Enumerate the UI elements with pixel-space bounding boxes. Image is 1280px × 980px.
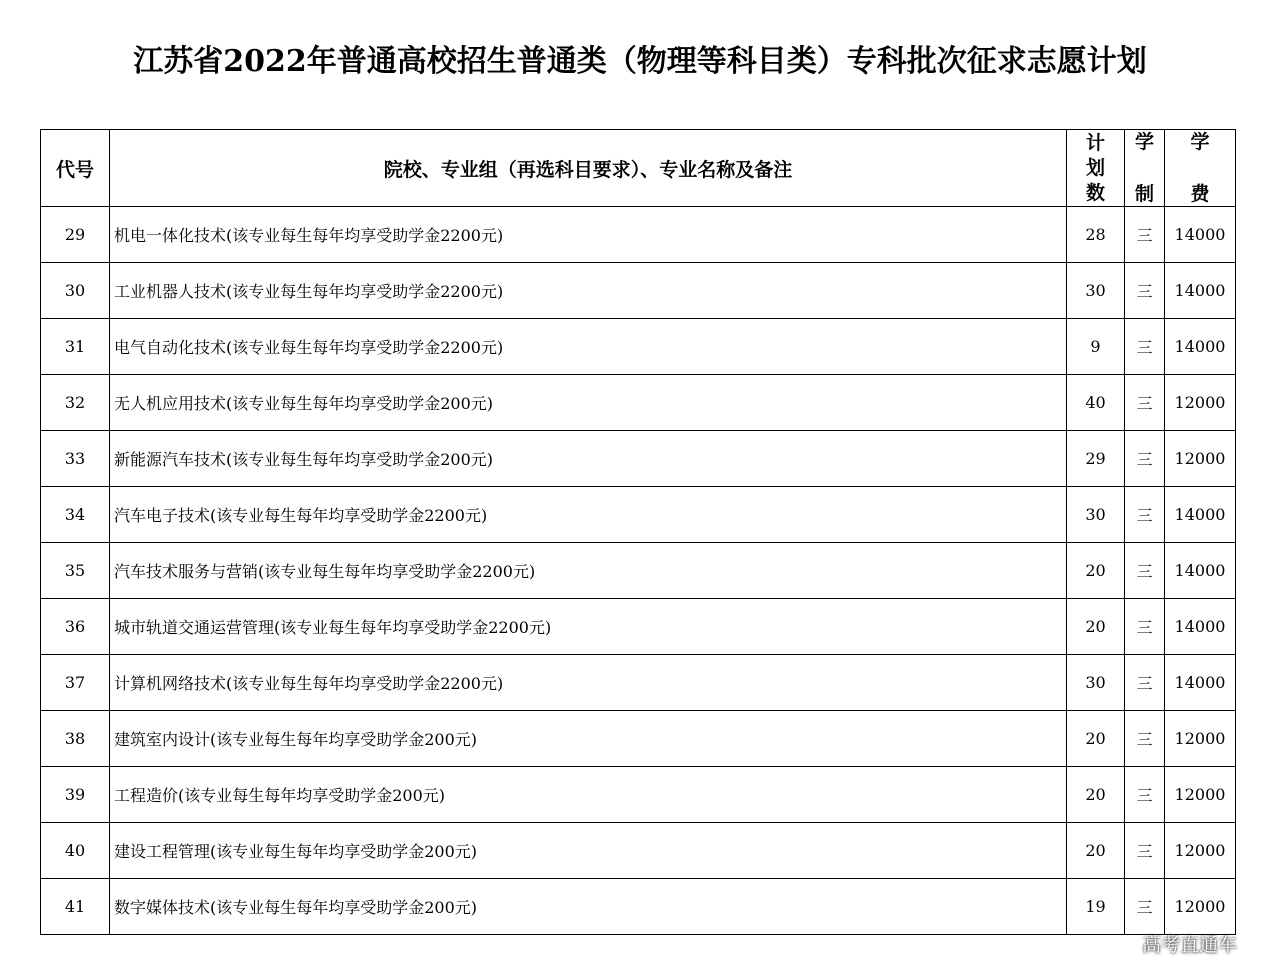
cell-name: 建筑室内设计(该专业每生每年均享受助学金200元): [110, 711, 1067, 767]
cell-name: 计算机网络技术(该专业每生每年均享受助学金2200元): [110, 655, 1067, 711]
cell-code: 37: [41, 655, 110, 711]
header-fee: [1165, 130, 1236, 207]
cell-count: 9: [1067, 319, 1125, 375]
cell-fee: 14000: [1165, 263, 1236, 319]
cell-fee: 12000: [1165, 711, 1236, 767]
cell-name: 建设工程管理(该专业每生每年均享受助学金200元): [110, 823, 1067, 879]
cell-count: 20: [1067, 767, 1125, 823]
cell-name: 汽车技术服务与营销(该专业每生每年均享受助学金2200元): [110, 543, 1067, 599]
cell-code: 41: [41, 879, 110, 935]
cell-code: 38: [41, 711, 110, 767]
cell-years: 三: [1125, 431, 1165, 487]
cell-years: 三: [1125, 823, 1165, 879]
watermark: 高考直通车: [1142, 934, 1238, 956]
cell-years: 三: [1125, 207, 1165, 263]
cell-fee: 12000: [1165, 879, 1236, 935]
header-fee-bottom: 费: [1190, 183, 1210, 205]
cell-years: 三: [1125, 767, 1165, 823]
cell-name: 工业机器人技术(该专业每生每年均享受助学金2200元): [110, 263, 1067, 319]
table-row: [41, 655, 1236, 711]
cell-name: 电气自动化技术(该专业每生每年均享受助学金2200元): [110, 319, 1067, 375]
cell-name: 工程造价(该专业每生每年均享受助学金200元): [110, 767, 1067, 823]
cell-name: 新能源汽车技术(该专业每生每年均享受助学金200元): [110, 431, 1067, 487]
table-body: [41, 207, 1236, 935]
cell-fee: 14000: [1165, 207, 1236, 263]
table-row: [41, 207, 1236, 263]
cell-years: 三: [1125, 263, 1165, 319]
header-name: 院校、专业组（再选科目要求）、专业名称及备注: [110, 130, 1067, 207]
table-row: [41, 431, 1236, 487]
header-count: [1067, 130, 1125, 207]
cell-name: 机电一体化技术(该专业每生每年均享受助学金2200元): [110, 207, 1067, 263]
table-row: [41, 823, 1236, 879]
cell-code: 32: [41, 375, 110, 431]
cell-count: 30: [1067, 655, 1125, 711]
table-row: [41, 767, 1236, 823]
table-row: [41, 711, 1236, 767]
cell-code: 31: [41, 319, 110, 375]
cell-years: 三: [1125, 487, 1165, 543]
table-row: [41, 375, 1236, 431]
table-row: [41, 879, 1236, 935]
table-row: [41, 319, 1236, 375]
cell-fee: 12000: [1165, 431, 1236, 487]
cell-years: 三: [1125, 655, 1165, 711]
cell-count: 20: [1067, 711, 1125, 767]
cell-years: 三: [1125, 711, 1165, 767]
cell-code: 29: [41, 207, 110, 263]
cell-code: 34: [41, 487, 110, 543]
cell-code: 36: [41, 599, 110, 655]
cell-fee: 12000: [1165, 375, 1236, 431]
cell-code: 40: [41, 823, 110, 879]
header-years-top: 学: [1134, 131, 1154, 153]
page-title: 江苏省2022年普通高校招生普通类（物理等科目类）专科批次征求志愿计划: [133, 44, 1147, 79]
cell-fee: 14000: [1165, 655, 1236, 711]
cell-count: 28: [1067, 207, 1125, 263]
header-count-label: 计划数: [1085, 131, 1105, 204]
cell-count: 19: [1067, 879, 1125, 935]
cell-years: 三: [1125, 879, 1165, 935]
cell-count: 40: [1067, 375, 1125, 431]
cell-code: 35: [41, 543, 110, 599]
cell-count: 20: [1067, 599, 1125, 655]
header-years: [1125, 130, 1165, 207]
cell-fee: 12000: [1165, 823, 1236, 879]
cell-code: 33: [41, 431, 110, 487]
header-fee-top: 学: [1190, 131, 1210, 153]
table-row: [41, 263, 1236, 319]
cell-code: 39: [41, 767, 110, 823]
cell-fee: 14000: [1165, 319, 1236, 375]
header-code: 代号: [41, 130, 110, 207]
plan-table: [40, 129, 1236, 935]
cell-code: 30: [41, 263, 110, 319]
table-header-row: [41, 130, 1236, 207]
cell-name: 无人机应用技术(该专业每生每年均享受助学金200元): [110, 375, 1067, 431]
cell-fee: 14000: [1165, 599, 1236, 655]
cell-count: 20: [1067, 543, 1125, 599]
cell-name: 数字媒体技术(该专业每生每年均享受助学金200元): [110, 879, 1067, 935]
table-row: [41, 543, 1236, 599]
cell-fee: 12000: [1165, 767, 1236, 823]
cell-years: 三: [1125, 375, 1165, 431]
cell-fee: 14000: [1165, 543, 1236, 599]
cell-count: 29: [1067, 431, 1125, 487]
cell-count: 30: [1067, 487, 1125, 543]
header-years-bottom: 制: [1134, 183, 1154, 205]
cell-count: 30: [1067, 263, 1125, 319]
cell-years: 三: [1125, 543, 1165, 599]
cell-years: 三: [1125, 319, 1165, 375]
cell-name: 城市轨道交通运营管理(该专业每生每年均享受助学金2200元): [110, 599, 1067, 655]
cell-count: 20: [1067, 823, 1125, 879]
cell-fee: 14000: [1165, 487, 1236, 543]
table-row: [41, 599, 1236, 655]
cell-years: 三: [1125, 599, 1165, 655]
cell-name: 汽车电子技术(该专业每生每年均享受助学金2200元): [110, 487, 1067, 543]
table-row: [41, 487, 1236, 543]
